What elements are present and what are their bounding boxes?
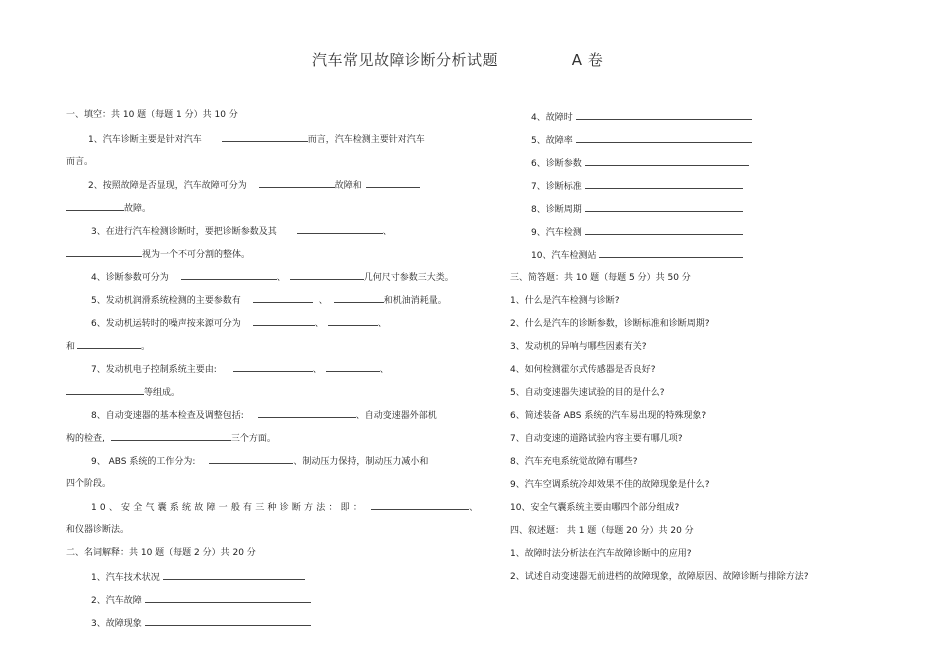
definition-term: 2、汽车故障 (91, 596, 142, 606)
answer-blank[interactable] (145, 593, 311, 603)
section2-heading: 二、名词解释：共 10 题（每题 2 分）共 20 分 (66, 548, 256, 558)
answer-blank[interactable] (222, 132, 308, 142)
answer-blank[interactable] (585, 225, 743, 235)
definition-term: 6、诊断参数 (531, 159, 582, 169)
answer-blank[interactable] (181, 270, 277, 280)
answer-blank[interactable] (599, 248, 743, 258)
question-text: 7、发动机电子控制系统主要由: (91, 365, 217, 375)
definition-item (91, 570, 305, 584)
definition-item (91, 593, 311, 607)
essay-question: 2、试述自动变速器无前进档的故障现象，故障原因、故障诊断与排除方法? (510, 572, 809, 582)
question-6-line-1 (91, 316, 387, 330)
question-2-line-2 (66, 201, 151, 215)
definition-term: 10、汽车检测站 (531, 251, 597, 261)
page-title: 汽车常见故障诊断分析试题 A 卷 (312, 51, 604, 69)
answer-blank[interactable] (66, 201, 124, 211)
answer-blank[interactable] (576, 133, 752, 143)
answer-blank[interactable] (576, 110, 752, 120)
question-4 (91, 270, 454, 284)
answer-blank[interactable] (253, 316, 315, 326)
question-text: 几何尺寸参数三大类。 (363, 273, 454, 283)
question-text: 5、发动机润滑系统检测的主要参数有 (91, 296, 241, 306)
short-answer-question: 1、什么是汽车检测与诊断? (510, 296, 620, 306)
question-text: 、 (382, 227, 392, 237)
definition-item (531, 179, 743, 193)
definition-term: 8、诊断周期 (531, 205, 582, 215)
answer-blank[interactable] (259, 178, 335, 188)
definition-term: 1、汽车技术状况 (91, 573, 160, 583)
short-answer-question: 8、汽车充电系统觉故障有哪些? (510, 457, 638, 467)
essay-question: 1、故障时法分析法在汽车故障诊断中的应用? (510, 549, 692, 559)
answer-blank[interactable] (326, 362, 380, 372)
answer-blank[interactable] (145, 616, 311, 626)
question-text: 、 (318, 296, 328, 306)
answer-blank[interactable] (77, 339, 141, 349)
answer-blank[interactable] (585, 179, 743, 189)
question-text: 、 (312, 365, 322, 375)
question-text: 2、按照故障是否显现，汽车故障可分为 (88, 181, 247, 191)
short-answer-question: 4、如何检测霍尔式传感器是否良好? (510, 365, 656, 375)
answer-blank[interactable] (371, 500, 469, 510)
answer-blank[interactable] (334, 293, 384, 303)
answer-blank[interactable] (66, 247, 142, 257)
question-text: 。 (141, 342, 151, 352)
answer-blank[interactable] (258, 408, 356, 418)
question-text: 、 (314, 319, 324, 329)
question-text: 6、发动机运转时的噪声按来源可分为 (91, 319, 241, 329)
section1-heading: 一、填空：共 10 题（每题 1 分）共 10 分 (66, 110, 238, 120)
answer-blank[interactable] (111, 431, 231, 441)
question-text: 等组成。 (144, 388, 181, 398)
definition-item (531, 133, 752, 147)
short-answer-question: 3、发动机的异响与哪些因素有关? (510, 342, 647, 352)
definition-term: 5、故障率 (531, 136, 573, 146)
short-answer-question: 9、汽车空调系统冷却效果不佳的故障现象是什么? (510, 480, 710, 490)
answer-blank[interactable] (253, 293, 313, 303)
question-text: 、 (469, 503, 479, 513)
answer-blank[interactable] (297, 224, 383, 234)
definition-item (531, 156, 749, 170)
question-3-line-2 (66, 247, 250, 261)
answer-blank[interactable] (66, 385, 144, 395)
question-text: 、自动变速器外部机 (355, 411, 437, 421)
question-text: 故障。 (124, 204, 152, 214)
question-text: 3、在进行汽车检测诊断时，要把诊断参数及其 (91, 227, 277, 237)
answer-blank[interactable] (585, 202, 743, 212)
question-6-line-2 (66, 339, 150, 353)
short-answer-question: 10、安全气囊系统主要由哪四个部分组成? (510, 503, 680, 513)
question-text: 8、自动变速器的基本检查及调整包括: (91, 411, 244, 421)
question-text: 、 (276, 273, 286, 283)
question-1-line-1 (88, 132, 425, 146)
question-text: 视为一个不可分割的整体。 (142, 250, 251, 260)
definition-item (531, 225, 743, 239)
question-7-line-2 (66, 385, 180, 399)
question-text: 故障和 (334, 181, 362, 191)
question-8-line-1 (91, 408, 437, 422)
answer-blank[interactable] (233, 362, 313, 372)
question-text: 1、汽车诊断主要是针对汽车 (88, 135, 202, 145)
question-text: 而言，汽车检测主要针对汽车 (307, 135, 425, 145)
section3-heading: 三、简答题：共 10 题（每题 5 分）共 50 分 (510, 273, 691, 283)
definition-item (531, 202, 743, 216)
question-text: 构的检查, (66, 434, 105, 444)
definition-term: 7、诊断标准 (531, 182, 582, 192)
question-5 (91, 293, 447, 307)
question-text: 和 (66, 342, 76, 352)
question-text: 10、安全气囊系统故障一般有三种诊断方法：即： (91, 503, 366, 513)
definition-item (531, 110, 752, 124)
question-text: 三个方面。 (230, 434, 276, 444)
answer-blank[interactable] (290, 270, 364, 280)
definition-item (531, 248, 743, 262)
question-text: 9、 ABS 系统的工作分为: (91, 457, 196, 467)
short-answer-question: 5、自动变速器失速试验的目的是什么? (510, 388, 665, 398)
short-answer-question: 6、简述装备 ABS 系统的汽车易出现的特殊现象? (510, 411, 707, 421)
answer-blank[interactable] (328, 316, 378, 326)
answer-blank[interactable] (366, 178, 420, 188)
question-10-line-1 (91, 500, 478, 514)
question-9-line-2: 四个阶段。 (66, 479, 112, 489)
answer-blank[interactable] (163, 570, 305, 580)
definition-item (91, 616, 311, 630)
short-answer-question: 7、自动变速的道路试验内容主要有哪几项? (510, 434, 683, 444)
question-2-line-1 (88, 178, 420, 192)
question-text: 4、诊断参数可分为 (91, 273, 169, 283)
question-10-line-2: 和仪器诊断法。 (66, 525, 130, 535)
question-text: 、 (379, 365, 389, 375)
answer-blank[interactable] (585, 156, 749, 166)
question-text: 和机油消耗量。 (383, 296, 447, 306)
question-8-line-2 (66, 431, 276, 445)
question-text: 、制动压力保持，制动压力减小和 (293, 457, 429, 467)
definition-term: 3、故障现象 (91, 619, 142, 629)
answer-blank[interactable] (209, 454, 293, 464)
question-3-line-1 (91, 224, 392, 238)
definition-term: 9、汽车检测 (531, 228, 582, 238)
definition-term: 4、故障时 (531, 113, 573, 123)
question-7-line-1 (91, 362, 389, 376)
section4-heading: 四、叙述题： 共 1 题（每题 20 分）共 20 分 (510, 526, 694, 536)
question-1-line-2: 而言。 (66, 157, 94, 167)
question-9-line-1 (91, 454, 428, 468)
question-text: 、 (377, 319, 387, 329)
short-answer-question: 2、什么是汽车的诊断参数，诊断标准和诊断周期? (510, 319, 710, 329)
